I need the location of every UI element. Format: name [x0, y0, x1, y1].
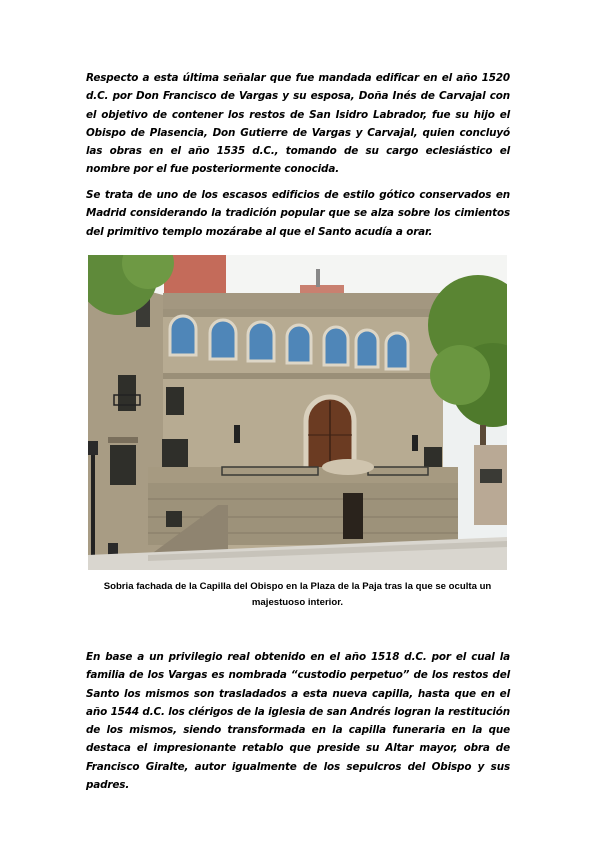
paragraph-3: En base a un privilegio real obtenido en el año 1518 d.C. por el cual la familia de los Vargas es nombrada “custodio perpetuo” de los restos del Santo los mismos son trasladados a esta nueva capilla, hasta que en el año 1544 d.C. los clérigos de la iglesia de san Andrés logran la restitución de los mismos, siendo transformada en la capilla funeraria en la que destaca el impresionante retablo que preside su Altar mayor, obra de Francisco Giralte, autor igualmente de los sepulcros del Obispo y sus padres.: [86, 651, 510, 792]
capilla-obispo-facade-photo: [88, 255, 507, 570]
paragraph-1: Respecto a esta última señalar que fue mandada edificar en el año 1520 d.C. por Don Francisco de Vargas y su esposa, Doña Inés de Carvajal con el objetivo de contener los restos de San Isidro Labrador, fue su hijo el Obispo de Plasencia, Don Gutierre de Vargas y Carvajal, quien concluyó las obras en el año 1535 d.C., tomando de su cargo eclesiástico el nombre por el fue posteriormente conocida.: [86, 72, 510, 176]
photo-caption: Sobria fachada de la Capilla del Obispo en la Plaza de la Paja tras la que se oculta un majestuoso interior.: [103, 581, 492, 608]
paragraph-2: Se trata de uno de los escasos edificios de estilo gótico conservados en Madrid considerando la tradición popular que se alza sobre los cimientos del primitivo templo mozárabe al que el Santo acudía a orar.: [86, 189, 510, 238]
